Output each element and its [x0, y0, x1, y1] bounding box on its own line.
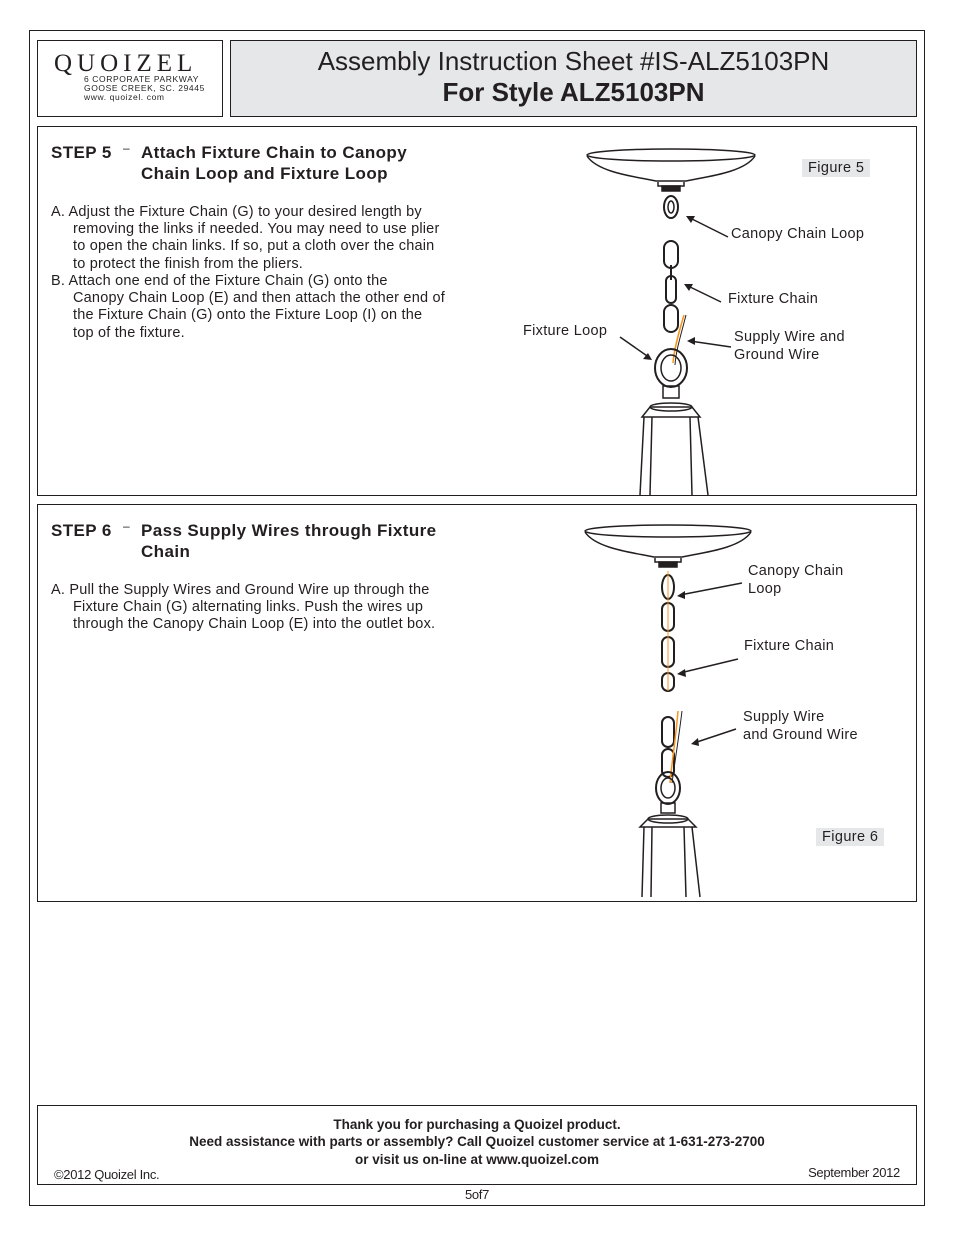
fig6-canopy-chain-loop-line2: Loop — [748, 580, 782, 597]
step6-heading-line2: Chain — [141, 542, 191, 561]
fig6-supply-wire-line2: and Ground Wire — [743, 726, 858, 743]
page-number: 5of7 — [464, 1187, 490, 1202]
footer-thank-you: Thank you for purchasing a Quoizel product. — [333, 1117, 621, 1132]
step5-a-line4: to protect the finish from the pliers. — [73, 255, 304, 272]
figure6-label: Figure 6 — [816, 828, 884, 846]
canopy-icon — [587, 149, 755, 161]
figure6-illustration — [578, 521, 758, 899]
step5-section — [37, 126, 917, 496]
footer-date: September 2012 — [808, 1165, 900, 1180]
footer-assistance: Need assistance with parts or assembly? Call Quoizel customer service at 1-631-273-2700 — [189, 1134, 765, 1149]
address-line-2: GOOSE CREEK, SC. 29445 — [84, 83, 205, 93]
footer-copyright: ©2012 Quoizel Inc. — [54, 1167, 160, 1182]
brand-logo: QUOIZEL — [54, 50, 198, 77]
step6-a-line2: Fixture Chain (G) alternating links. Push the wires up — [73, 599, 424, 616]
step6-heading-line1: Pass Supply Wires through Fixture — [141, 521, 437, 540]
company-address — [84, 75, 205, 102]
fig5-fixture-chain-label: Fixture Chain — [728, 291, 819, 307]
footer-website: or visit us on-line at www.quoizel.com — [354, 1152, 600, 1167]
step5-dash: – — [123, 141, 130, 155]
step5-b-line1: B. Attach one end of the Fixture Chain (G) onto the — [51, 273, 388, 289]
step6-instruction-a — [51, 582, 435, 634]
fig6-supply-wire-label — [743, 709, 858, 744]
fig5-supply-wire-line1: Supply Wire and — [734, 329, 845, 345]
step6-heading — [141, 520, 437, 562]
canopy-icon — [585, 525, 751, 537]
fixture-chain-icon — [664, 241, 678, 332]
step6-label: STEP 6 — [51, 521, 112, 540]
step6-a-line1: A. Pull the Supply Wires and Ground Wire up through the — [51, 582, 430, 598]
fig6-canopy-chain-loop-label — [748, 563, 844, 598]
fig5-fixture-loop-label: Fixture Loop — [523, 323, 608, 339]
logo-box — [37, 40, 223, 117]
step5-a-line1: A. Adjust the Fixture Chain (G) to your desired length by — [51, 204, 422, 220]
fig6-fixture-chain-label: Fixture Chain — [744, 638, 835, 654]
step5-b-line2: Canopy Chain Loop (E) and then attach the other end of — [73, 290, 445, 307]
fig5-canopy-chain-loop-label: Canopy Chain Loop — [731, 226, 865, 242]
title-box — [230, 40, 917, 117]
fig5-supply-wire-line2: Ground Wire — [734, 346, 820, 363]
canopy-chain-loop-icon — [664, 196, 678, 218]
company-website: www. quoizel. com — [84, 92, 165, 102]
sheet-title: Assembly Instruction Sheet #IS-ALZ5103PN — [317, 46, 830, 76]
step5-heading — [141, 142, 407, 184]
footer-box — [37, 1105, 917, 1185]
style-title: For Style ALZ5103PN — [442, 77, 705, 107]
step5-instruction-b — [51, 273, 445, 342]
fig6-supply-wire-line1: Supply Wire — [743, 709, 825, 725]
step5-heading-line1: Attach Fixture Chain to Canopy — [141, 143, 408, 162]
step6-a-line3: through the Canopy Chain Loop (E) into the outlet box. — [73, 616, 436, 633]
step5-a-line2: removing the links if needed. You may need to use plier — [73, 221, 440, 238]
step5-b-line3: the Fixture Chain (G) onto the Fixture Loop (I) on the — [73, 307, 423, 324]
step5-a-line3: to open the chain links. If so, put a cloth over the chain — [73, 238, 435, 255]
step5-instruction-a — [51, 204, 439, 273]
step6-section — [37, 504, 917, 902]
figure5-illustration — [578, 145, 918, 495]
step5-b-line4: top of the fixture. — [73, 324, 185, 341]
address-line-1: 6 CORPORATE PARKWAY — [84, 74, 199, 84]
fig6-canopy-chain-loop-line1: Canopy Chain — [748, 563, 844, 579]
step5-heading-line2: Chain Loop and Fixture Loop — [141, 164, 388, 183]
step5-label: STEP 5 — [51, 143, 112, 162]
step6-dash: – — [123, 519, 130, 533]
figure5-label: Figure 5 — [802, 159, 870, 177]
fig6-arrows — [680, 583, 742, 743]
